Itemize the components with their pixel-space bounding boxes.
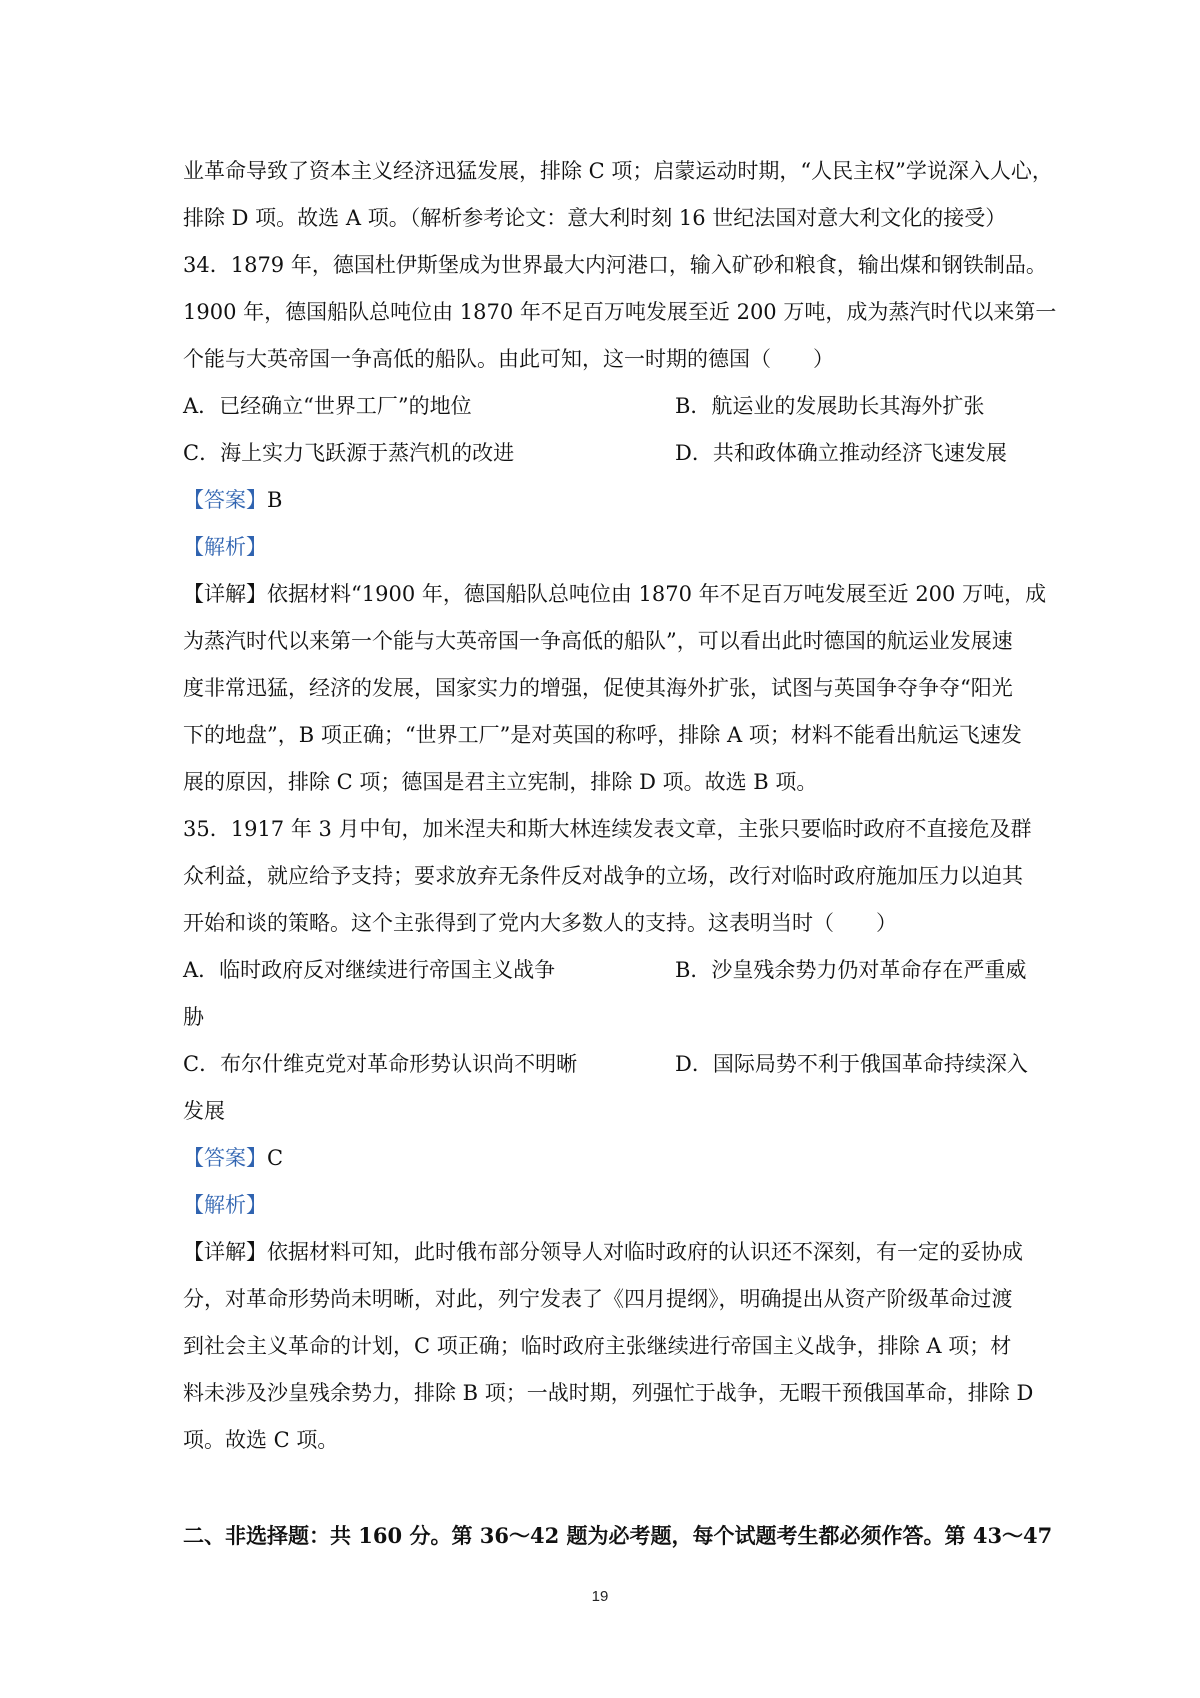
q34-analysis-tag: 【解析】 — [183, 535, 267, 559]
q34-detail-tag: 【详解】 — [183, 582, 267, 606]
q35-option-d: D．国际局势不利于俄国革命持续深入 — [675, 1052, 1028, 1076]
q35-detail-text-1: 依据材料可知，此时俄布部分领导人对临时政府的认识还不深刻，有一定的妥协成 — [267, 1240, 1023, 1264]
q34-detail-line-5: 展的原因，排除 C 项；德国是君主立宪制，排除 D 项。故选 B 项。 — [183, 770, 818, 794]
q34-option-c: C．海上实力飞跃源于蒸汽机的改进 — [183, 441, 515, 465]
q34-detail-text-1: 依据材料“1900 年，德国船队总吨位由 1870 年不足百万吨发展至近 200 万吨，成 — [267, 582, 1047, 606]
q34-answer-tag: 【答案】 — [183, 488, 267, 512]
q34-detail-line-4: 下的地盘”，B 项正确；“世界工厂”是对英国的称呼，排除 A 项；材料不能看出航运飞速发 — [183, 723, 1022, 747]
q34-answer-value: B — [267, 488, 283, 512]
q34-detail-line-1 — [183, 579, 1046, 609]
q34-stem-line-3: 个能与大英帝国一争高低的船队。由此可知，这一时期的德国（ ） — [183, 347, 834, 371]
q35-stem-line-3: 开始和谈的策略。这个主张得到了党内大多数人的支持。这表明当时（ ） — [183, 911, 897, 935]
q35-analysis-line — [183, 1190, 267, 1220]
page-number: 19 — [591, 1588, 609, 1605]
q35-detail-line-4: 料未涉及沙皇残余势力，排除 B 项；一战时期，列强忙于战争，无暇干预俄国革命，排除 D — [183, 1381, 1034, 1405]
q35-detail-tag: 【详解】 — [183, 1240, 267, 1264]
q34-analysis-line — [183, 532, 267, 562]
intro-line-1: 业革命导致了资本主义经济迅猛发展，排除 C 项；启蒙运动时期，“人民主权”学说深入人心， — [183, 159, 1053, 183]
q35-answer-line — [183, 1143, 283, 1173]
q34-detail-line-2: 为蒸汽时代以来第一个能与大英帝国一争高低的船队”，可以看出此时德国的航运业发展速 — [183, 629, 1013, 653]
q34-option-d: D．共和政体确立推动经济飞速发展 — [675, 441, 1007, 465]
q35-option-b-wrap: 胁 — [183, 1005, 204, 1029]
q35-option-a: A．临时政府反对继续进行帝国主义战争 — [183, 958, 556, 982]
q35-detail-line-1 — [183, 1237, 1023, 1267]
q35-stem-line-1: 35．1917 年 3 月中旬，加米涅夫和斯大林连续发表文章，主张只要临时政府不直接危及群 — [183, 817, 1032, 841]
q35-detail-line-3: 到社会主义革命的计划，C 项正确；临时政府主张继续进行帝国主义战争，排除 A 项；材 — [183, 1334, 1012, 1358]
q35-analysis-tag: 【解析】 — [183, 1193, 267, 1217]
q34-option-a: A．已经确立“世界工厂”的地位 — [183, 394, 472, 418]
q35-option-c: C．布尔什维克党对革命形势认识尚不明晰 — [183, 1052, 578, 1076]
q35-answer-tag: 【答案】 — [183, 1146, 267, 1170]
q35-option-d-wrap: 发展 — [183, 1099, 225, 1123]
q34-option-b: B．航运业的发展助长其海外扩张 — [675, 394, 985, 418]
q34-stem-line-2: 1900 年，德国船队总吨位由 1870 年不足百万吨发展至近 200 万吨，成为蒸汽时代以来第一 — [183, 300, 1057, 324]
q35-answer-value: C — [267, 1146, 284, 1170]
intro-line-2: 排除 D 项。故选 A 项。（解析参考论文：意大利时刻 16 世纪法国对意大利文化的接受） — [183, 206, 1007, 230]
q35-detail-line-5: 项。故选 C 项。 — [183, 1428, 339, 1452]
q34-detail-line-3: 度非常迅猛，经济的发展，国家实力的增强，促使其海外扩张，试图与英国争夺争夺“阳光 — [183, 676, 1013, 700]
q35-stem-line-2: 众利益，就应给予支持；要求放弃无条件反对战争的立场，改行对临时政府施加压力以迫其 — [183, 864, 1023, 888]
section-2-heading: 二、非选择题：共 160 分。第 36～42 题为必考题，每个试题考生都必须作答。第 43～47 — [183, 1523, 1053, 1548]
q34-answer-line — [183, 485, 282, 515]
q35-detail-line-2: 分，对革命形势尚未明晰，对此，列宁发表了《四月提纲》，明确提出从资产阶级革命过渡 — [183, 1287, 1013, 1311]
q34-stem-line-1: 34．1879 年，德国杜伊斯堡成为世界最大内河港口，输入矿砂和粮食，输出煤和钢铁制品。 — [183, 253, 1047, 277]
q35-option-b: B．沙皇残余势力仍对革命存在严重威 — [675, 958, 1027, 982]
